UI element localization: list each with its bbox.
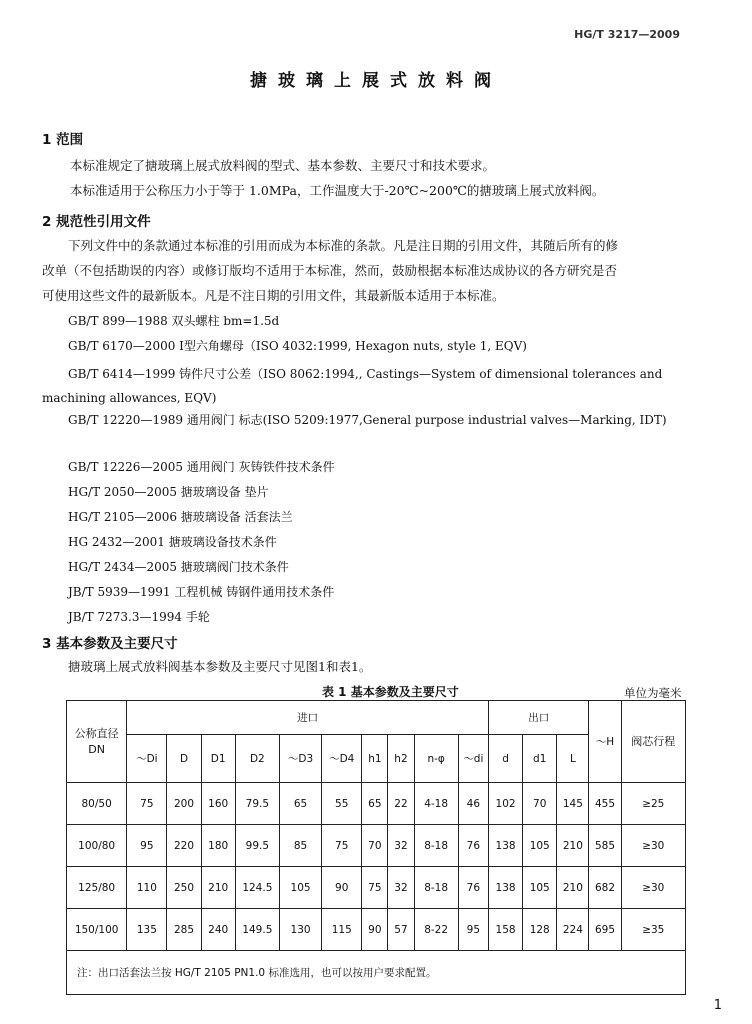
reference-item: GB/T 6170—2000 Ⅰ型六角螺母（ISO 4032:1999, Hexagon nuts, style 1, EQV): [68, 339, 527, 353]
table-row: [67, 783, 686, 825]
table-row: [67, 825, 686, 867]
reference-item: GB/T 6414—1999 铸件尺寸公差（ISO 8062:1994,, Castings—System of dimensional tolerances and machining allowances, EQV): [42, 367, 663, 405]
table-cell: 138: [488, 825, 522, 867]
table-cell: 105: [523, 825, 557, 867]
table-cell: 57: [388, 909, 414, 951]
table-cell: 695: [589, 909, 621, 951]
table-caption: 表 1 基本参数及主要尺寸: [322, 685, 459, 699]
table-cell: 135: [127, 909, 167, 951]
table-cell: 75: [362, 867, 388, 909]
reference-item: HG/T 2105—2006 搪玻璃设备 活套法兰: [68, 510, 293, 524]
section-2-intro-line-1: 下列文件中的条款通过本标准的引用而成为本标准的条款。凡是注日期的引用文件，其随后所有的修: [68, 238, 619, 253]
table-cell: 65: [362, 783, 388, 825]
table-cell: 138: [488, 867, 522, 909]
subheader-inlet: h1: [362, 735, 388, 783]
subheader-inlet: ～D3: [279, 735, 321, 783]
subheader-inlet: D1: [201, 735, 235, 783]
table-cell: 455: [589, 783, 621, 825]
table-cell: 22: [388, 783, 414, 825]
table-cell: 285: [167, 909, 201, 951]
table-cell: 90: [362, 909, 388, 951]
subheader-inlet: h2: [388, 735, 414, 783]
reference-item: HG/T 2434—2005 搪玻璃阀门技术条件: [68, 560, 289, 574]
table-cell: 32: [388, 867, 414, 909]
table-cell: 100/80: [67, 825, 127, 867]
table-cell: 160: [201, 783, 235, 825]
table-cell: 55: [322, 783, 362, 825]
table-cell: 4-18: [414, 783, 458, 825]
table-cell: ≥35: [621, 909, 685, 951]
header-outlet: 出口: [488, 701, 588, 735]
table-cell: 75: [127, 783, 167, 825]
table-cell: 130: [279, 909, 321, 951]
header-height: ～H: [589, 701, 621, 783]
table-cell: 200: [167, 783, 201, 825]
table-cell: 85: [279, 825, 321, 867]
section-2-intro-line-3: 可使用这些文件的最新版本。凡是不注日期的引用文件，其最新版本适用于本标准。: [42, 288, 505, 303]
reference-item: HG/T 2050—2005 搪玻璃设备 垫片: [68, 485, 269, 499]
subheader-inlet: n-φ: [414, 735, 458, 783]
table-cell: 95: [458, 909, 488, 951]
table-cell: 70: [362, 825, 388, 867]
subheader-inlet: ～di: [458, 735, 488, 783]
table-cell: 210: [557, 825, 589, 867]
section-3-heading: 3 基本参数及主要尺寸: [42, 636, 178, 652]
table-row: [67, 867, 686, 909]
reference-item: HG 2432—2001 搪玻璃设备技术条件: [68, 535, 277, 549]
reference-item: GB/T 899—1988 双头螺柱 bm=1.5d: [68, 314, 280, 328]
subheader-outlet: d: [488, 735, 522, 783]
table-cell: 180: [201, 825, 235, 867]
subheader-inlet: ～Di: [127, 735, 167, 783]
table-cell: ≥30: [621, 867, 685, 909]
table-cell: 65: [279, 783, 321, 825]
table-cell: 240: [201, 909, 235, 951]
table-cell: 46: [458, 783, 488, 825]
table-cell: 105: [279, 867, 321, 909]
table-cell: 79.5: [235, 783, 279, 825]
table-cell: 115: [322, 909, 362, 951]
section-1-paragraph-1: 本标准规定了搪玻璃上展式放料阀的型式、基本参数、主要尺寸和技术要求。: [70, 158, 496, 173]
table-cell: 220: [167, 825, 201, 867]
section-1-paragraph-2: 本标准适用于公称压力小于等于 1.0MPa，工作温度大于-20℃~200℃的搪玻璃上展式放料阀。: [70, 183, 605, 198]
section-1-heading: 1 范围: [42, 132, 84, 148]
table-cell: 8-22: [414, 909, 458, 951]
table-cell: ≥25: [621, 783, 685, 825]
section-3-paragraph: 搪玻璃上展式放料阀基本参数及主要尺寸见图1和表1。: [68, 659, 372, 674]
table-cell: 150/100: [67, 909, 127, 951]
table-cell: 210: [201, 867, 235, 909]
page-number: 1: [713, 998, 722, 1013]
table-cell: 76: [458, 825, 488, 867]
table-cell: 99.5: [235, 825, 279, 867]
table-cell: 128: [523, 909, 557, 951]
table-cell: 125/80: [67, 867, 127, 909]
table-cell: 76: [458, 867, 488, 909]
subheader-inlet: D2: [235, 735, 279, 783]
table-cell: 70: [523, 783, 557, 825]
table-cell: 210: [557, 867, 589, 909]
table-cell: 124.5: [235, 867, 279, 909]
table-row: [67, 909, 686, 951]
table-cell: 149.5: [235, 909, 279, 951]
subheader-inlet: D: [167, 735, 201, 783]
table-cell: 90: [322, 867, 362, 909]
table-cell: 250: [167, 867, 201, 909]
section-2-heading: 2 规范性引用文件: [42, 214, 151, 230]
header-nominal-diameter: 公称直径 DN: [67, 701, 127, 783]
table-cell: 682: [589, 867, 621, 909]
section-2-intro-line-2: 改单（不包括勘误的内容）或修订版均不适用于本标准，然而，鼓励根据本标准达成协议的各方研究是否: [42, 263, 618, 278]
subheader-outlet: L: [557, 735, 589, 783]
table-cell: 102: [488, 783, 522, 825]
table-cell: 110: [127, 867, 167, 909]
reference-item: JB/T 7273.3—1994 手轮: [68, 610, 210, 624]
table-cell: 145: [557, 783, 589, 825]
table-unit: 单位为毫米: [624, 686, 682, 700]
standard-number: HG/T 3217—2009: [574, 28, 680, 41]
table-cell: 75: [322, 825, 362, 867]
table-cell: 8-18: [414, 825, 458, 867]
table-cell: ≥30: [621, 825, 685, 867]
table-cell: 8-18: [414, 867, 458, 909]
header-inlet: 进口: [127, 701, 489, 735]
header-valve-stroke: 阀芯行程: [621, 701, 685, 783]
parameters-table: [66, 700, 686, 995]
table-cell: 105: [523, 867, 557, 909]
table-note: 注：出口活套法兰按 HG/T 2105 PN1.0 标准选用，也可以按用户要求配置。: [67, 951, 686, 995]
table-cell: 32: [388, 825, 414, 867]
reference-item: GB/T 12220—1989 通用阀门 标志(ISO 5209:1977,General purpose industrial valves—Marking, IDT): [68, 413, 667, 427]
table-cell: 224: [557, 909, 589, 951]
document-title: 搪玻璃上展式放料阀: [250, 71, 502, 91]
reference-item: JB/T 5939—1991 工程机械 铸钢件通用技术条件: [68, 585, 335, 599]
table-cell: 585: [589, 825, 621, 867]
table-cell: 80/50: [67, 783, 127, 825]
table-cell: 158: [488, 909, 522, 951]
table-cell: 95: [127, 825, 167, 867]
subheader-outlet: d1: [523, 735, 557, 783]
subheader-inlet: ～D4: [322, 735, 362, 783]
reference-item: GB/T 12226—2005 通用阀门 灰铸铁件技术条件: [68, 460, 335, 474]
